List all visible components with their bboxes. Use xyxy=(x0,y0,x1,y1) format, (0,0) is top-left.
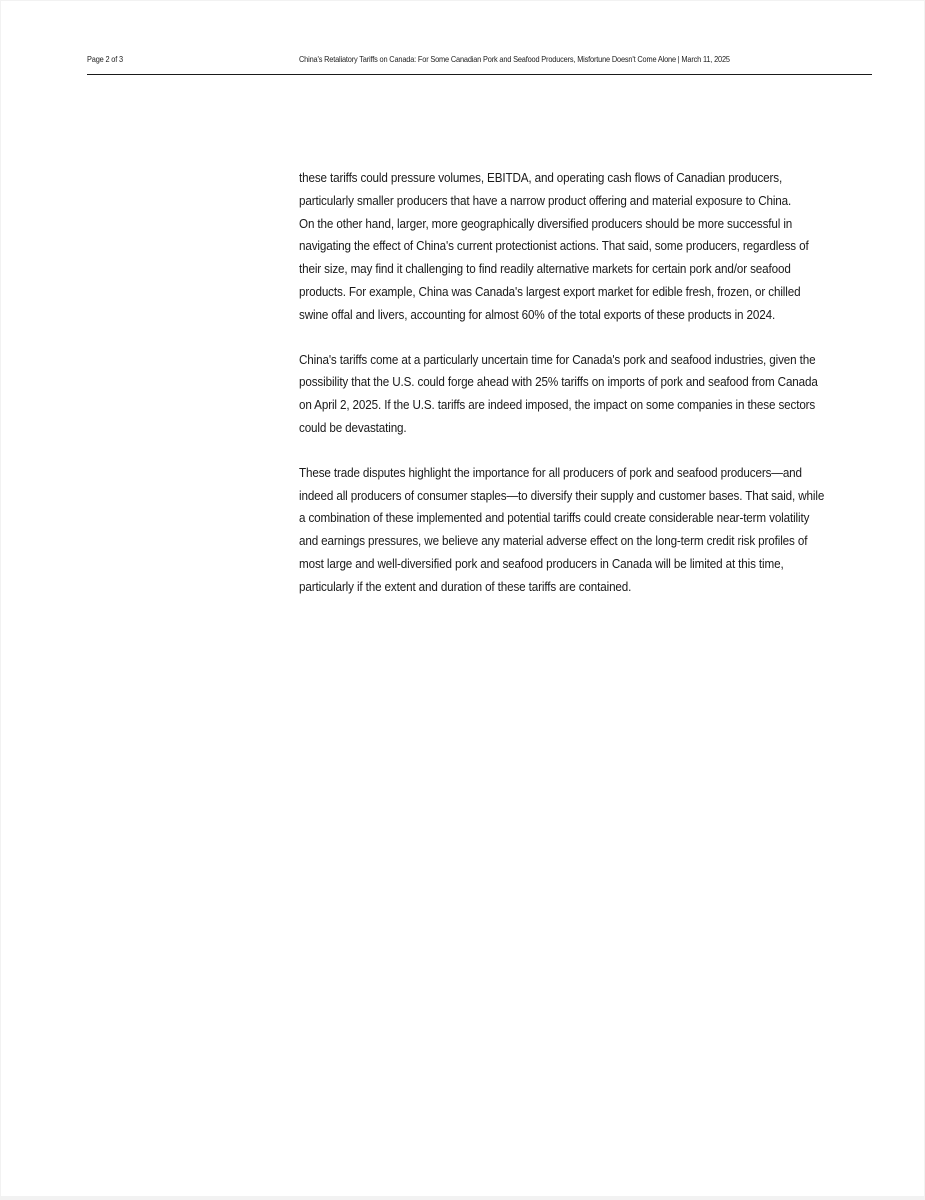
text-line: On the other hand, larger, more geographically diversified producers should be more successful in xyxy=(299,215,793,231)
text-line: could be devastating. xyxy=(299,419,407,435)
text-line: products. For example, China was Canada's largest export market for edible fresh, frozen, or chilled xyxy=(299,283,801,299)
text-line: indeed all producers of consumer staples—to diversify their supply and customer bases. That said, while xyxy=(299,487,825,503)
document-page xyxy=(1,1,924,1196)
text-line: navigating the effect of China's current protectionist actions. That said, some producers, regardless of xyxy=(299,238,809,254)
text-line: particularly smaller producers that have a narrow product offering and material exposure to China. xyxy=(299,192,792,208)
body-text xyxy=(299,167,874,621)
text-line: these tariffs could pressure volumes, EBITDA, and operating cash flows of Canadian producers, xyxy=(299,170,783,185)
text-line: China's tariffs come at a particularly uncertain time for Canada's pork and seafood industries, given the xyxy=(299,351,816,367)
text-line: particularly if the extent and duration of these tariffs are contained. xyxy=(299,578,632,594)
text-line: and earnings pressures, we believe any material adverse effect on the long-term credit risk profiles of xyxy=(299,533,808,549)
text-line: a combination of these implemented and potential tariffs could create considerable near-term volatility xyxy=(299,510,810,526)
text-line: on April 2, 2025. If the U.S. tariffs are indeed imposed, the impact on some companies in these sectors xyxy=(299,397,816,413)
header-title: China's Retaliatory Tariffs on Canada: For Some Canadian Pork and Seafood Producers, Misfortune Doesn't Come Alone | March 11, 2025 xyxy=(299,54,730,64)
text-line: swine offal and livers, accounting for almost 60% of the total exports of these products in 2024. xyxy=(299,306,776,322)
page-number: Page 2 of 3 xyxy=(87,54,123,64)
paragraph-trade-disputes xyxy=(299,462,874,599)
text-line: These trade disputes highlight the importance for all producers of pork and seafood producers—and xyxy=(299,464,802,480)
paragraph-tariff-pressure xyxy=(299,167,874,327)
paragraph-us-tariffs xyxy=(299,349,874,440)
text-line: their size, may find it challenging to find readily alternative markets for certain pork and/or seafood xyxy=(299,261,791,277)
running-header xyxy=(87,54,872,75)
text-line: possibility that the U.S. could forge ahead with 25% tariffs on imports of pork and seafood from Canada xyxy=(299,374,818,390)
text-line: most large and well-diversified pork and seafood producers in Canada will be limited at this time, xyxy=(299,555,784,571)
